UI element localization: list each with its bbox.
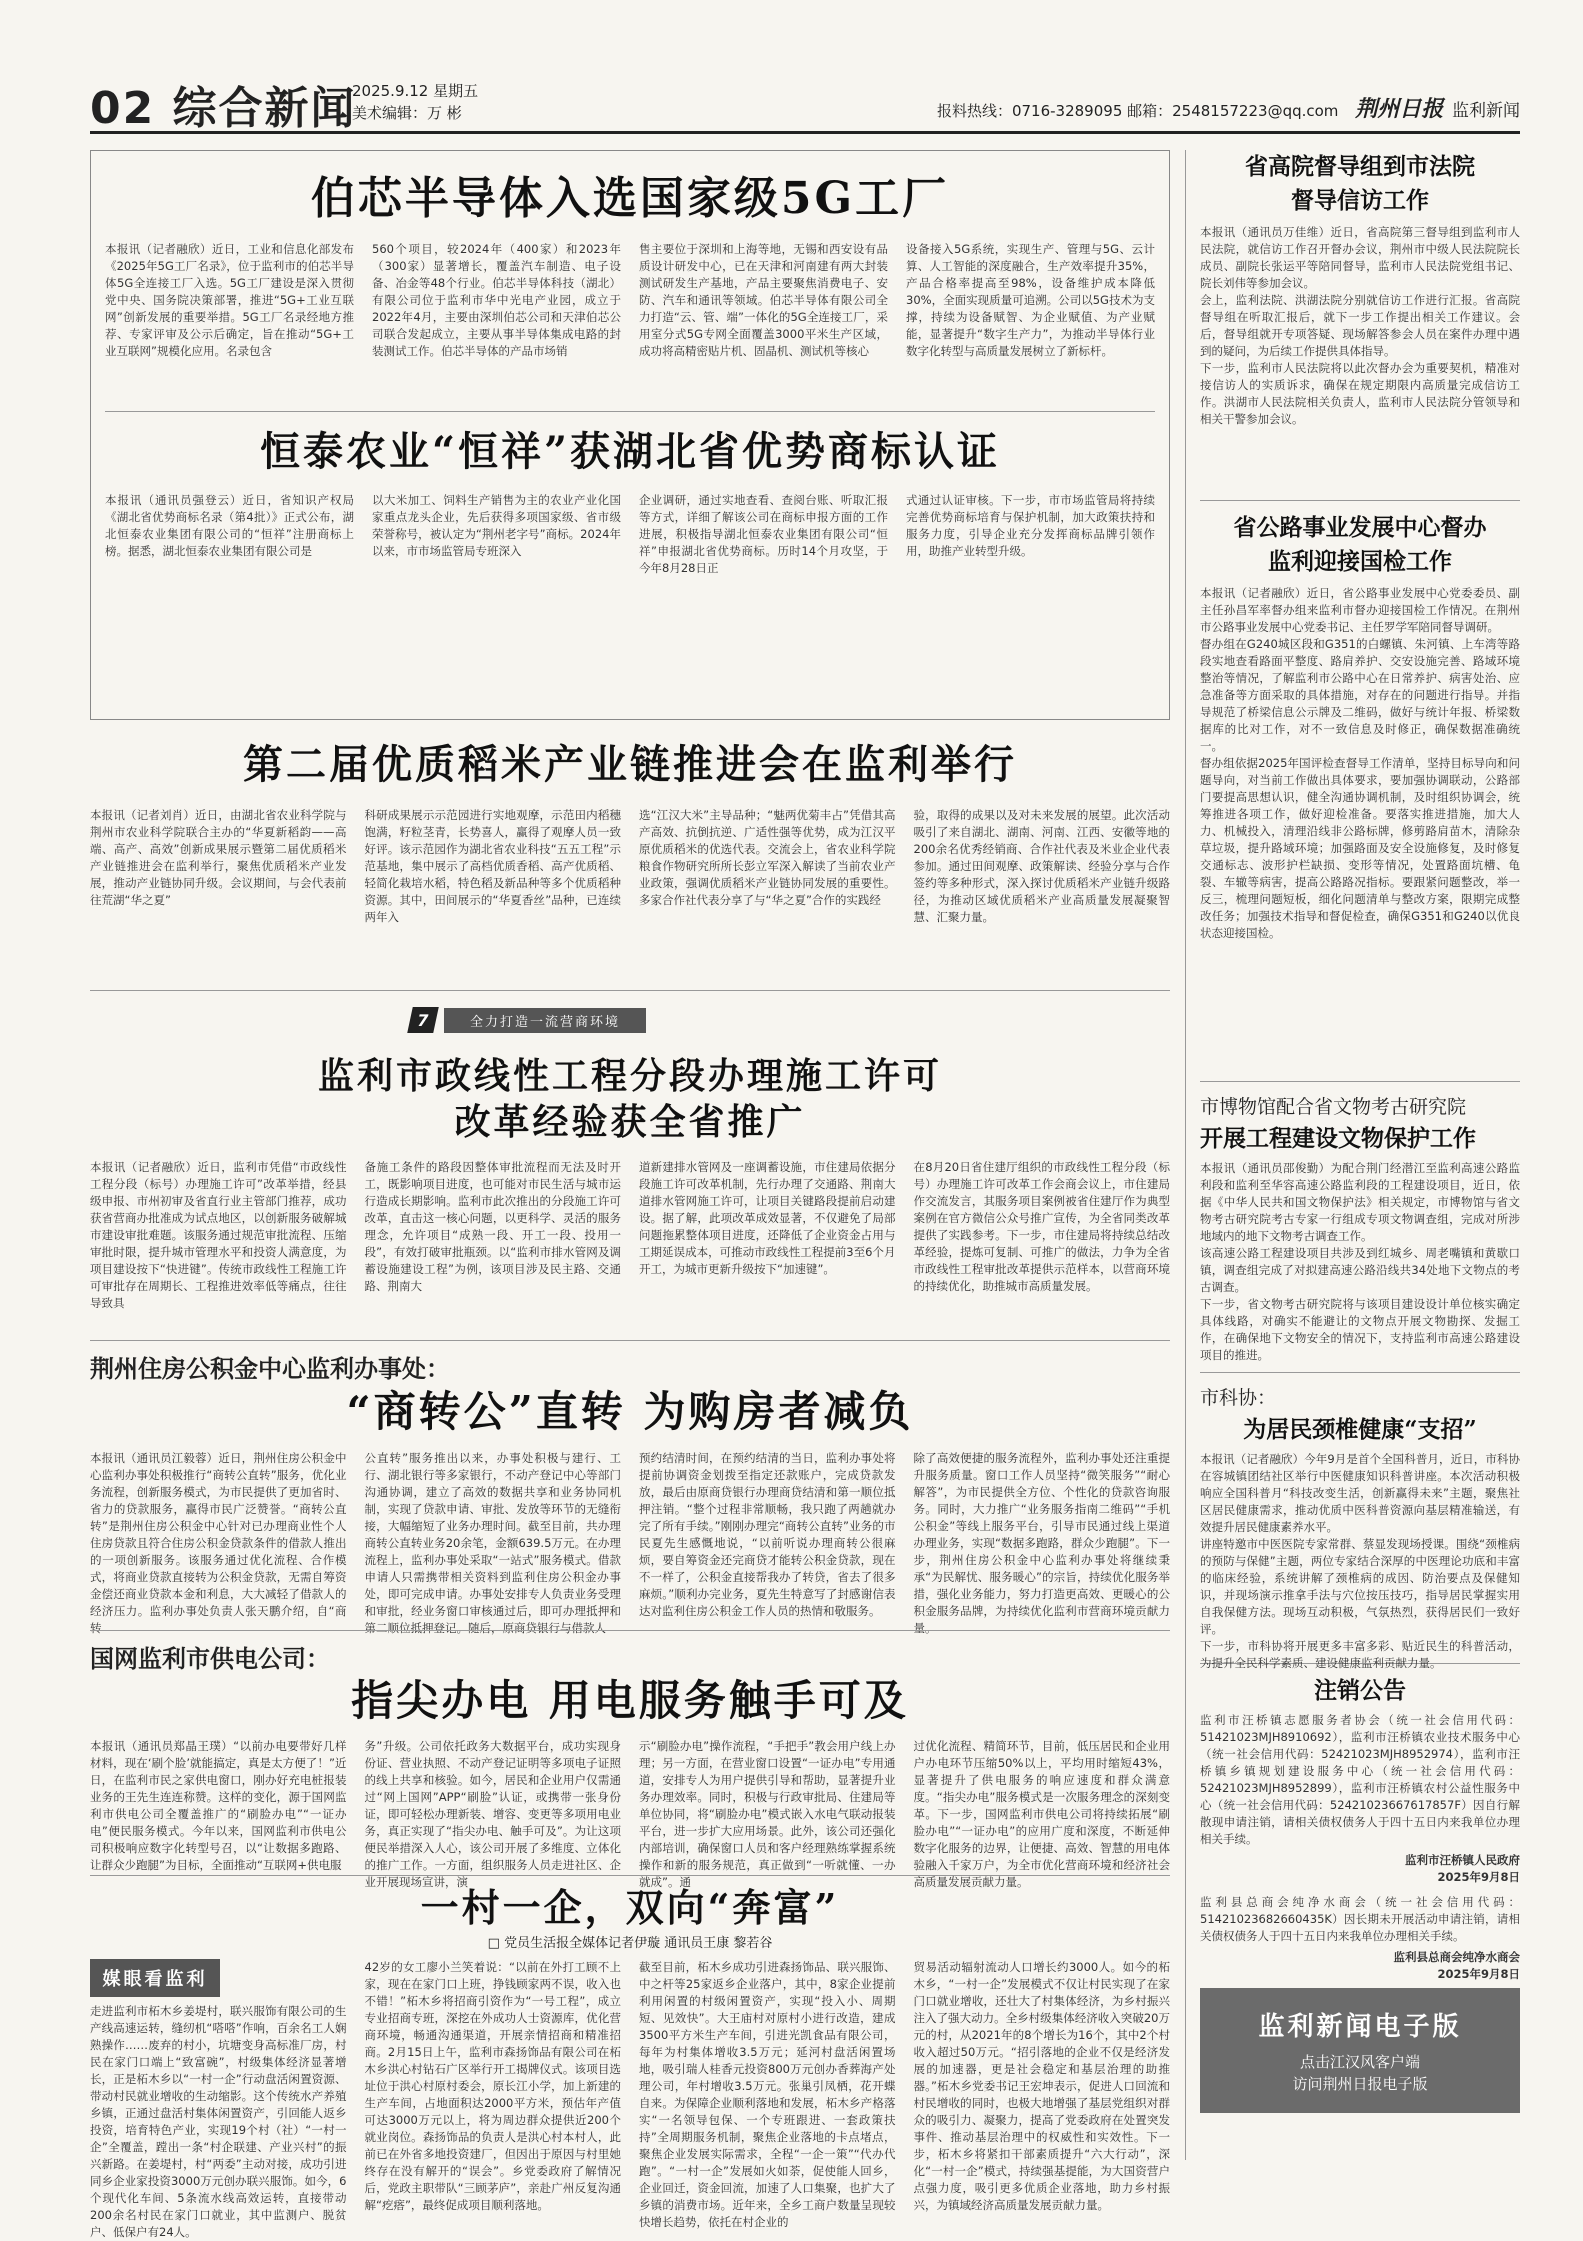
article-col: 售主要位于深圳和上海等地，无锡和西安设有品质设计研发中心，已在天津和河南建有两大封装测试研发生产基地，产品主要聚焦消费电子、安防、汽车和通讯等领域。伯芯半导体有限公司全力打造“云、管、端”一体化的5G全连接工厂，采用室分式5G专网全面覆盖3000平米生产区域，成功将高精密贴片机、固晶机、测试机等核心 bbox=[639, 242, 888, 358]
title-line-1: 监利市政线性工程分段办理施工许可 bbox=[317, 1055, 942, 1097]
article-power-supply bbox=[90, 1630, 1170, 1889]
article-byline: □ 党员生活报全媒体记者伊璇 通讯员王康 黎若谷 bbox=[487, 1936, 773, 1951]
article-bxin-5g bbox=[90, 150, 1170, 720]
article-body bbox=[105, 241, 1155, 401]
notice-signature: 监利县总商会纯净水商会 bbox=[1393, 1950, 1520, 1964]
e-edition-line: 点击江汉风客户端 bbox=[1299, 2053, 1420, 2071]
banner-text: 全力打造一流营商环境 bbox=[444, 1008, 646, 1033]
masthead bbox=[90, 62, 1520, 134]
article-col: 在8月20日省住建厅组织的市政线性工程分段（标号）办理施工许可改革工作会商会议上，市住建局作交流发言，其服务项目案例被省住建厅作为典型案例在官方微信公众号推广宣传，为全省同类改革提供了实践参考。下一步，市住建局将持续总结改革经验，提炼可复制、可推广的做法，力争为全省市政线性工程审批改革提供示范样本，以营商环境的持续优化，助推城市高质量发展。 bbox=[913, 1160, 1170, 1293]
article-body bbox=[90, 807, 1170, 972]
article-col: 贸易活动辐射流动人口增长约3000人。如今的柘木乡，“一村一企”发展模式不仅让村民实现了在家门口就业增收，还壮大了村集体经济，为乡村振兴注入了强大动力。全乡村级集体经济收入突破20万元的村，从2021年的8个增长为16个，其中2个村收入超过50万元。“招引落地的企业不仅是经济发展的加速器，更是社会稳定和基层治理的助推器。”柘木乡党委书记王宏坤表示，促进人口回流和村民增收的同时，也极大地增强了基层党组织对群众的吸引力、凝聚力，提高了党委政府在处置突发事件、推动基层治理中的权威性和实效性。下一步，柘木乡将紧扣干部素质提升“六大行动”，深化“一村一企”模式，持续强基提能，为大国资营户点强力度，吸引更多优质企业落地，助力乡村振兴，为镇域经济高质量发展贡献力量。 bbox=[913, 1960, 1170, 2212]
brief-paragraph: 本报讯（记者融欣）近日，省公路事业发展中心党委委员、副主任孙昌军率督办组来监利市督办迎接国检工作情况。在荆州市公路事业发展中心党委书记、主任罗学军陪同督导调研。 bbox=[1200, 586, 1520, 634]
article-col: 本报讯（记者融欣）近日，监利市凭借“市政线性工程分段（标号）办理施工许可”改革举措，经县级申报、市州初审及省直行业主管部门推荐，成功获省营商办批准成为试点地区，以创新服务破解城市建设审批难题。该服务通过规范审批流程、压缩审批时限，提升城市管理水平和投资人满意度，为项目建设按下“快进键”。传统市政线性工程施工许可审批存在周期长、工程推进效率低等痛点，往往导致具 bbox=[90, 1160, 347, 1310]
side-column bbox=[1185, 150, 1520, 2160]
article-body bbox=[90, 1450, 1170, 1635]
notice-title: 注销公告 bbox=[1314, 1677, 1406, 1704]
brief-title: 开展工程建设文物保护工作 bbox=[1200, 1125, 1476, 1152]
article-title: 伯芯半导体入选国家级5G工厂 bbox=[310, 173, 950, 224]
article-col: 务”升级。公司依托政务大数据平台，成功实现身份证、营业执照、不动产登记证明等多项电子证照的线上共享和核验。如今，居民和企业用户仅需通过“网上国网”APP“刷脸”认证，或携带一张身份证，即可轻松办理新装、增容、变更等多项用电业务，真正实现了“指尖办电、触手可及”。为让这项便民举措深入人心，该公司开展了多维度、立体化的推广工作。一方面，组织服务人员走进社区、企业开展现场宣讲，演 bbox=[364, 1739, 621, 1889]
title-line-2: 督导信访工作 bbox=[1291, 187, 1429, 214]
article-col: 选“江汉大米”主导品种；“魅两优菊丰占”凭借其高产高效、抗倒抗逆、广适性强等优势，成为江汉平原优质稻米的优选代表。交流会上，省农业科学院粮食作物研究所所长彭立军深入解读了当前农业产业政策，强调优质稻米产业链协同发展的重要性。多家合作社代表分享了与“华之夏”合作的实践经 bbox=[639, 808, 896, 907]
brief-title: 为居民颈椎健康“支招” bbox=[1243, 1416, 1477, 1443]
brief-paragraph: 本报讯（通讯员邵俊勤）为配合荆门经潜江至监利高速公路监利段和监利至华容高速公路监利段的工程建设项目，近日，依据《中华人民共和国文物保护法》相关规定，市博物馆与省文物考古研究院考古专家一行组成专项文物调查组，完成对所涉地域内的地下文物考古调查工作。 bbox=[1200, 1161, 1520, 1243]
masthead-right bbox=[937, 92, 1520, 123]
article-col: 本报讯（通讯员强登云）近日，省知识产权局《湖北省优势商标名录（第4批）》正式公布，湖北恒泰农业集团有限公司的“恒祥”注册商标上榜。据悉，湖北恒泰农业集团有限公司是 bbox=[105, 493, 354, 558]
title-line-1: 省高院督导组到市法院 bbox=[1245, 153, 1475, 180]
article-col: 验，取得的成果以及对未来发展的展望。此次活动吸引了来自湖北、湖南、河南、江西、安徽等地的200余名优秀经销商、合作社代表及米业企业代表参加。通过田间观摩、政策解读、经验分享与合作签约等多种形式，深入探讨优质稻米产业链升级路径，为推动区域优质稻米产业高质量发展凝聚智慧、汇聚力量。 bbox=[913, 808, 1170, 924]
notice-paragraph: 监利市汪桥镇志愿服务者协会（统一社会信用代码：51421023MJH8910692），监利市汪桥镇农业技术服务中心（统一社会信用代码：52421023MJH8952974），监利市汪桥镇乡镇规划建设服务中心（统一社会信用代码：52421023MJH8952899），监利市汪桥镇农村公益性服务中心（统一社会信用代码：52421023667617857F）因自行解散现申请注销，请相关债权债务人于四十五日内来我单位办理相关手续。 bbox=[1200, 1713, 1520, 1846]
article-title bbox=[90, 1053, 1170, 1145]
brief-paragraph: 会上，监利法院、洪湖法院分别就信访工作进行汇报。省高院督导组在听取汇报后，就下一步工作提出相关工作建议。会后，督导组就开专项答疑、现场解答参会人员在案件办理中遇到的疑问，为后续工作提供具体指导。 bbox=[1200, 293, 1520, 358]
article-village-enterprise bbox=[90, 1875, 1170, 2239]
brief-paragraph: 下一步，市科协将开展更多丰富多彩、贴近民生的科普活动，为提升全民科学素质、建设健康监利贡献力量。 bbox=[1200, 1639, 1520, 1670]
brief-paragraph: 本报讯（记者融欣）今年9月是首个全国科普月，近日，市科协在容城镇团结社区举行中医健康知识科普讲座。本次活动积极响应全国科普月“科技改变生活，创新赢得未来”主题，聚焦社区居民健康需求，推动优质中医科普资源向基层精准输送，有效提升居民健康素养水平。 bbox=[1200, 1452, 1520, 1534]
brand-logo: 荆州日报 bbox=[1355, 96, 1444, 122]
article-col: 道新建排水管网及一座调蓄设施，市住建局依据分段施工许可改革机制，先行办理了交通路、荆南大道排水管网施工许可，让项目关键路段提前启动建设。据了解，此项改革成效显著，不仅避免了局部问题拖累整体项目进度，还降低了企业资金占用与工期延误成本，可推动市政线性工程提前3至6个月开工，为城市更新升级按下“加速键”。 bbox=[639, 1160, 896, 1276]
title-line-1: 省公路事业发展中心督办 bbox=[1233, 514, 1487, 541]
article-col: 本报讯（记者刘肖）近日，由湖北省农业科学院与荆州市农业科学院联合主办的“华夏新稻韵——高端、高产、高效”创新成果展示暨第二届优质稻米产业链推进会在监利举行，聚焦优质稻米产业发展，推动产业链协同升级。会议期间，与会代表前往荒湖“华之夏” bbox=[90, 808, 347, 907]
brief-kicker: 市博物馆配合省文物考古研究院 bbox=[1200, 1096, 1467, 1118]
brief-highway-inspection bbox=[1200, 511, 1520, 1071]
brief-paragraph: 讲座特邀市中医医院专家常群、蔡显发现场授课。围绕“颈椎病的预防与保健”主题，两位专家结合深厚的中医理论功底和丰富的临床经验，系统讲解了颈椎病的成因、防治要点及保健知识，并现场演示推拿手法与穴位按压技巧，指导居民掌握实用自我保健方法。现场互动积极，气氛热烈，获得居民们一致好评。 bbox=[1200, 1537, 1520, 1636]
brief-court-supervision bbox=[1200, 150, 1520, 490]
article-col: 企业调研，通过实地查看、查阅台账、听取汇报等方式，详细了解该公司在商标申报方面的工作进展，积极指导湖北恒泰农业集团有限公司“恒祥”申报湖北省优势商标。历时14个月攻坚，于今年8月28日正 bbox=[639, 493, 888, 575]
article-title: 第二届优质稻米产业链推进会在监利举行 bbox=[243, 741, 1017, 788]
e-edition-title: 监利新闻电子版 bbox=[1258, 2012, 1462, 2042]
article-col: 科研成果展示示范园进行实地观摩，示范田内稻穗饱满，籽粒茎青，长势喜人，赢得了观摩人员一致好评。该示范园作为湖北省农业科技“五五工程”示范基地，集中展示了高档优质香稻、高产优质稻、轻简化栽培水稻，特色稻及新品种等多个优质稻种资源。其中，田间展示的“华夏香丝”品种，已连续两年入 bbox=[364, 808, 621, 924]
brief-paragraph: 下一步，省文物考古研究院将与该项目建设设计单位核实确定具体线路，对确实不能避让的文物点开展文物勘探、发掘工作，在确保地下文物安全的情况下，支持监利市高速公路建设项目的推进。 bbox=[1200, 1297, 1520, 1362]
article-col: 备施工条件的路段因整体审批流程而无法及时开工，既影响项目进度，也可能对市民生活与城市运行造成长期影响。监利市此次推出的分段施工许可改革，直击这一核心问题，以更科学、灵活的服务理念，允许项目“成熟一段、开工一段、投用一段”，有效打破审批瓶颈。以“监利市排水管网及调蓄设施建设工程”为例，该项目涉及民主路、交通路、荆南大 bbox=[364, 1160, 621, 1293]
brief-title bbox=[1200, 511, 1520, 579]
title-line-2: 改革经验获全省推广 bbox=[454, 1101, 806, 1143]
article-col: 示“刷脸办电”操作流程，“手把手”教会用户线上办理；另一方面，在营业窗口设置“一证办电”专用通道，安排专人为用户提供引导和帮助，显著提升业务办理效率。同时，积极与行政审批局、住建局等单位协同，将“刷脸办电”模式嵌入水电气联动报装平台，进一步扩大应用场景。此外，该公司还强化内部培训，确保窗口人员和客户经理熟练掌握系统操作和新的服务规范，真正做到“一听就懂、一办就成”。通 bbox=[639, 1739, 896, 1889]
brief-kicker: 市科协： bbox=[1200, 1387, 1277, 1409]
section-name: 监利新闻 bbox=[1452, 101, 1520, 121]
divider bbox=[1200, 500, 1520, 501]
banner-number: 7 bbox=[407, 1007, 439, 1033]
date-line: 2025.9.12 星期五 bbox=[352, 82, 479, 100]
issue-date bbox=[352, 80, 478, 124]
page-number: 02 综合新闻 bbox=[90, 83, 357, 134]
article-title: 一村一企，双向“奔富” bbox=[420, 1885, 840, 1930]
deregistration-notice bbox=[1200, 1674, 1520, 1981]
hotline: 报料热线：0716-3289095 邮箱：2548157223@qq.com bbox=[936, 102, 1339, 120]
article-kicker: 荆州住房公积金中心监利办事处： bbox=[90, 1354, 450, 1383]
article-col: 过优化流程、精简环节，目前，低压居民和企业用户办电环节压缩50%以上，平均用时缩短43%，显著提升了供电服务的响应速度和群众满意度。“指尖办电”服务模式是一次服务理念的深刻变革。下一步，国网监利市供电公司将持续拓展“刷脸办电”“一证办电”的应用广度和深度，不断延伸数字化服务的边界，让便捷、高效、智慧的用电体验融入千家万户，为全市优化营商环境和经济社会高质量发展贡献力量。 bbox=[913, 1739, 1170, 1889]
article-col: 42岁的女工廖小兰笑着说：“以前在外打工顾不上家，现在在家门口上班，挣钱顾家两不误，收入也不错！”柘木乡将招商引资作为“一号工程”，成立专业招商专班，深挖在外成功人士资源库，优化营商环境，畅通沟通渠道，开展亲情招商和精准招商。2月15日上午，监利市森扬饰品有限公司在柘木乡洪心村钻石广区举行开工揭牌仪式。该项目选址位于洪心村原村委会，原长江小学，加上新建的生产车间，占地面积达2000平方米，预估年产值可达3000万元以上，将为周边群众提供近200个就业岗位。森扬饰品的负责人是洪心村本村人，此前已在外省多地投资建厂，但因出于原因与村里她终存在没有解开的“误会”。乡党委政府了解情况后，党政主职带队“三顾茅庐”，亲赴广州反复沟通解“疙瘩”，最终促成项目顺利落地。 bbox=[364, 1960, 621, 2212]
article-kicker: 国网监利市供电公司： bbox=[90, 1644, 330, 1673]
article-body bbox=[90, 1159, 1170, 1310]
article-col: 截至目前，柘木乡成功引进森扬饰品、联兴服饰、中之杆等25家返乡企业落户，其中，8家企业提前利用闲置的村级闲置资产，实现“投入小、周期短、见效快”。大王庙村对原村小进行改造，建成3500平方米生产车间，引进光凯食品有限公司，每年为村集体增收3.5万元；延河村盘活闲置场地，吸引瑞人桂香元投资800万元创办香葬海产处理公司，年村增收3.5万元。张巢引凤栖，花开蝶自来。为保障企业顺利落地和发展，柘木乡产格落实“一名领导包保、一个专班跟进、一套政策扶持”全周期服务机制，聚焦企业落地的卡点堵点，聚焦企业发展实际需求，全程“一企一策”“代办代跑”。“一村一企”发展如火如荼，促使能人回乡，企业回迁，资金回流，加速了人口集聚，也扩大了乡镇的消费市场。近年来，全乡工商户数量呈现较快增长趋势，依托在村企业的 bbox=[639, 1960, 896, 2229]
article-title: 恒泰农业“恒祥”获湖北省优势商标认证 bbox=[259, 428, 1000, 475]
article-col: 560个项目，较2024年（400家）和2023年（300家）显著增长，覆盖汽车制造、电子设备、冶金等48个行业。伯芯半导体科技（湖北）有限公司位于监利市华中光电产业园，成立于2022年4月，主要由深圳伯芯公司和天津伯芯公司联合发起成立，主要从事半导体集成电路的封装测试工作。伯芯半导体的产品市场销 bbox=[372, 242, 621, 358]
brief-paragraph: 督办组在G240城区段和G351的白螺镇、朱河镇、上车湾等路段实地查看路面平整度、路肩养护、交安设施完善、路域环境整治等情况，了解监利市公路中心在日常养护、病害处治、应急准备等方面采取的具体措施，对存在的问题进行指导。并指导规范了桥梁信息公示牌及二维码，做好与统计年报、桥梁数据库的比对工作，对不一致信息及时修正，确保数据准确统一。 bbox=[1200, 637, 1520, 753]
article-municipal-permit bbox=[90, 990, 1170, 1330]
article-col: 设备接入5G系统，实现生产、管理与5G、云计算、人工智能的深度融合，生产效率提升35%，产品合格率提高至98%，设备维护成本降低30%，全面实现质量可追溯。公司以5G技术为支撑，持续为设备赋智、为企业赋值、为产业赋能，显著提升“数字生产力”，为推动半导体行业数字化转型与高质量发展树立了新标杆。 bbox=[906, 242, 1155, 358]
article-title: “商转公”直转 为购房者减负 bbox=[346, 1387, 914, 1436]
notice-paragraph: 监利县总商会纯净水商会（统一社会信用代码：51421023682660435K）因长期未开展活动申请注销，请相关债权债务人于四十五日内来我单位办理相关手续。 bbox=[1200, 1895, 1520, 1943]
article-col: 预约结清时间，在预约结清的当日，监利办事处将提前协调资金划拨至指定还款账户，完成贷款发放，最后由原商贷银行办理商贷结清和第一顺位抵押注销。“整个过程非常顺畅，我只跑了两趟就办完了所有手续。”刚刚办理完“商转公直转”业务的市民夏先生感慨地说，“以前听说办理商转公很麻烦，要自筹资金还完商贷才能转公积金贷款，现在不一样了，公积金直接帮我办了转贷，省去了很多麻烦。”顺利办完业务，夏先生特意写了封感谢信表达对监利住房公积金工作人员的热情和敬服务。 bbox=[639, 1451, 896, 1618]
brief-museum bbox=[1200, 1092, 1520, 1362]
notice-signature: 监利市汪桥镇人民政府 bbox=[1405, 1853, 1520, 1867]
notice-date: 2025年9月8日 bbox=[1437, 1967, 1520, 1981]
section-banner bbox=[410, 1007, 646, 1033]
article-body bbox=[105, 492, 1155, 602]
column-label: 媒眼看监利 bbox=[90, 1959, 220, 1997]
e-edition-line: 访问荆州日报电子版 bbox=[1292, 2075, 1428, 2093]
article-col: 以大米加工、饲料生产销售为主的农业产业化国家重点龙头企业，先后获得多项国家级、省市级荣誉称号，被认定为“荆州老字号”商标。2024年以来，市市场监管局专班深入 bbox=[372, 493, 621, 558]
brief-paragraph: 本报讯（通讯员万佳维）近日，省高院第三督导组到监利市人民法院，就信访工作召开督办会议，荆州市中级人民法院院长成员、副院长张运平等陪同督导，监利市人民法院党组书记、院长刘伟等参加会议。 bbox=[1200, 225, 1520, 290]
brief-paragraph: 该高速公路工程建设项目共涉及到红城乡、周老嘴镇和黄歇口镇，调查组完成了对拟建高速公路沿线共34处地下文物点的考古调查。 bbox=[1200, 1246, 1520, 1294]
brief-paragraph: 下一步，监利市人民法院将以此次督办会为重要契机，精准对接信访人的实质诉求，确保在规定期限内高质量完成信访工作。洪湖市人民法院相关负责人，监利市人民法院分管领导和相关干警参加会议。 bbox=[1200, 361, 1520, 426]
article-col: 走进监利市柘木乡姜堤村，联兴服饰有限公司的生产线高速运转，缝纫机“嗒嗒”作响，百余名工人娴熟操作……废弃的村小，坑塘变身高标准厂房，村民在家门口端上“致富碗”，村级集体经济显著增长，正是柘木乡以“一村一企”行动盘活闲置资源、带动村民就业增收的生动缩影。这个传统水产养殖乡镇，正通过盘活村集体闲置资产，引回能人返乡投资，培育特色产业，实现19个村（社）“一村一企”全覆盖，蹚出一条“村企联建、产业兴村”的振兴新路。在姜堤村，村“两委”主动对接，成功引进同乡企业家投资3000万元创办联兴服饰。如今，6个现代化车间、5条流水线高效运转，直接带动200余名村民在家门口就业，其中监测户、脱贫户、低保户有24人。 bbox=[90, 2004, 347, 2239]
divider bbox=[1200, 1372, 1520, 1373]
article-col: 式通过认证审核。下一步，市市场监管局将持续完善优势商标培育与保护机制，加大政策扶持和服务力度，引导企业充分发挥商标品牌引领作用，助推产业转型升级。 bbox=[906, 493, 1155, 558]
main-column bbox=[90, 150, 1170, 2239]
article-title: 指尖办电 用电服务触手可及 bbox=[351, 1676, 909, 1725]
article-col: 除了高效便捷的服务流程外，监利办事处还注重提升服务质量。窗口工作人员坚持“微笑服务”“耐心解答”，为市民提供全方位、个性化的贷款咨询服务。同时，大力推广“业务服务指南二维码”“手机公积金”等线上服务平台，引导市民通过线上渠道办理业务，实现“数据多跑路，群众少跑腿”。下一步，荆州住房公积金中心监利办事处将继续秉承“为民解忧、服务暖心”的宗旨，持续优化服务举措，强化业务能力，努力打造更高效、更暖心的公积金服务品牌，为持续优化监利市营商环境贡献力量。 bbox=[913, 1451, 1170, 1635]
article-body bbox=[90, 1738, 1170, 1889]
article-rice-conference bbox=[90, 735, 1170, 985]
article-col: 本报讯（通讯员郑晶王璞）“以前办电要带好几样材料，现在‘刷个脸’就能搞定，真是太方便了！”近日，在监利市民之家供电窗口，刚办好充电桩报装业务的王先生连连称赞。这样的变化，源于国网监利市供电公司全覆盖推广的“刷脸办电”“一证办电”便民服务模式。今年以来，国网监利市供电公司积极响应数字化转型号召，以“让数据多跑路、让群众少跑腿”为目标，全面推动“互联网+供电服 bbox=[90, 1739, 347, 1872]
article-col: 本报讯（通讯员江毅蓉）近日，荆州住房公积金中心监利办事处积极推行“商转公直转”服务，优化业务流程，创新服务模式，为市民提供了更加省时、省力的贷款服务，赢得市民广泛赞誉。“商转公直转”是荆州住房公积金中心针对已办理商业性个人住房贷款且符合住房公积金贷款条件的借款人推出的一项创新服务。该服务通过优化流程、合作模式，将商业贷款直接转为公积金贷款，无需自筹资金偿还商业贷款本金和利息，大大减轻了借款人的经济压力。监利办事处负责人张天鹏介绍，自“商转 bbox=[90, 1451, 347, 1635]
editor-line: 美术编辑：万 彬 bbox=[352, 104, 462, 122]
article-col: 公直转”服务推出以来，办事处积极与建行、工行、湖北银行等多家银行，不动产登记中心等部门沟通协调，建立了高效的数据共享和业务协同机制，实现了贷款申请、审批、发放等环节的无缝衔接，大幅缩短了业务办理时间。截至目前，共办理商转公直转业务20余笔，金额639.5万元。在办理流程上，监利办事处采取“一站式”服务模式。借款申请人只需携带相关资料到监利住房公积金办事处，即可完成申请。办事处安排专人负责业务受理和审批，经业务窗口审核通过后，即可办理抵押和第二顺位抵押登记。随后，原商贷银行与借款人 bbox=[364, 1451, 621, 1635]
divider bbox=[1200, 1081, 1520, 1082]
brief-title bbox=[1200, 150, 1520, 218]
brief-paragraph: 督办组依据2025年国评检查督导工作清单，坚持目标导向和问题导向，对当前工作做出具体要求，要加强协调联动，公路部门要提高思想认识，健全沟通协调机制，及时组织协调会，统筹推进各项工作，做好迎检准备。要落实推进措施，加大人力、机械投入，清理沿线非公路标牌，修剪路肩苗木，清除杂草垃圾，提升路域环境；加强路面及安全设施修复，及时修复交通标志、波形护栏缺损、变形等情况，处置路面坑槽、龟裂、车辙等病害，提高公路路况指标。要跟紧问题整改，举一反三，梳理问题短板，细化问题清单与整改方案，限期完成整改任务；加强技术指导和督促检查，确保G351和G240以优良状态迎接国检。 bbox=[1200, 756, 1520, 940]
brief-science-assoc bbox=[1200, 1383, 1520, 1670]
e-edition-box[interactable] bbox=[1200, 1988, 1520, 2113]
article-housing-fund bbox=[90, 1340, 1170, 1635]
title-line-2: 监利迎接国检工作 bbox=[1268, 548, 1452, 575]
notice-date: 2025年9月8日 bbox=[1437, 1870, 1520, 1884]
article-col: 本报讯（记者融欣）近日，工业和信息化部发布《2025年5G工厂名录》，位于监利市的伯芯半导体5G全连接工厂入选。5G工厂建设是深入贯彻党中央、国务院决策部署，推进“5G+工业互联网”创新发展的重要举措。5G工厂名录经地方推荐、专家评审及公示后确定，旨在推动“5G+工业互联网”规模化应用。名录包含 bbox=[105, 242, 354, 358]
